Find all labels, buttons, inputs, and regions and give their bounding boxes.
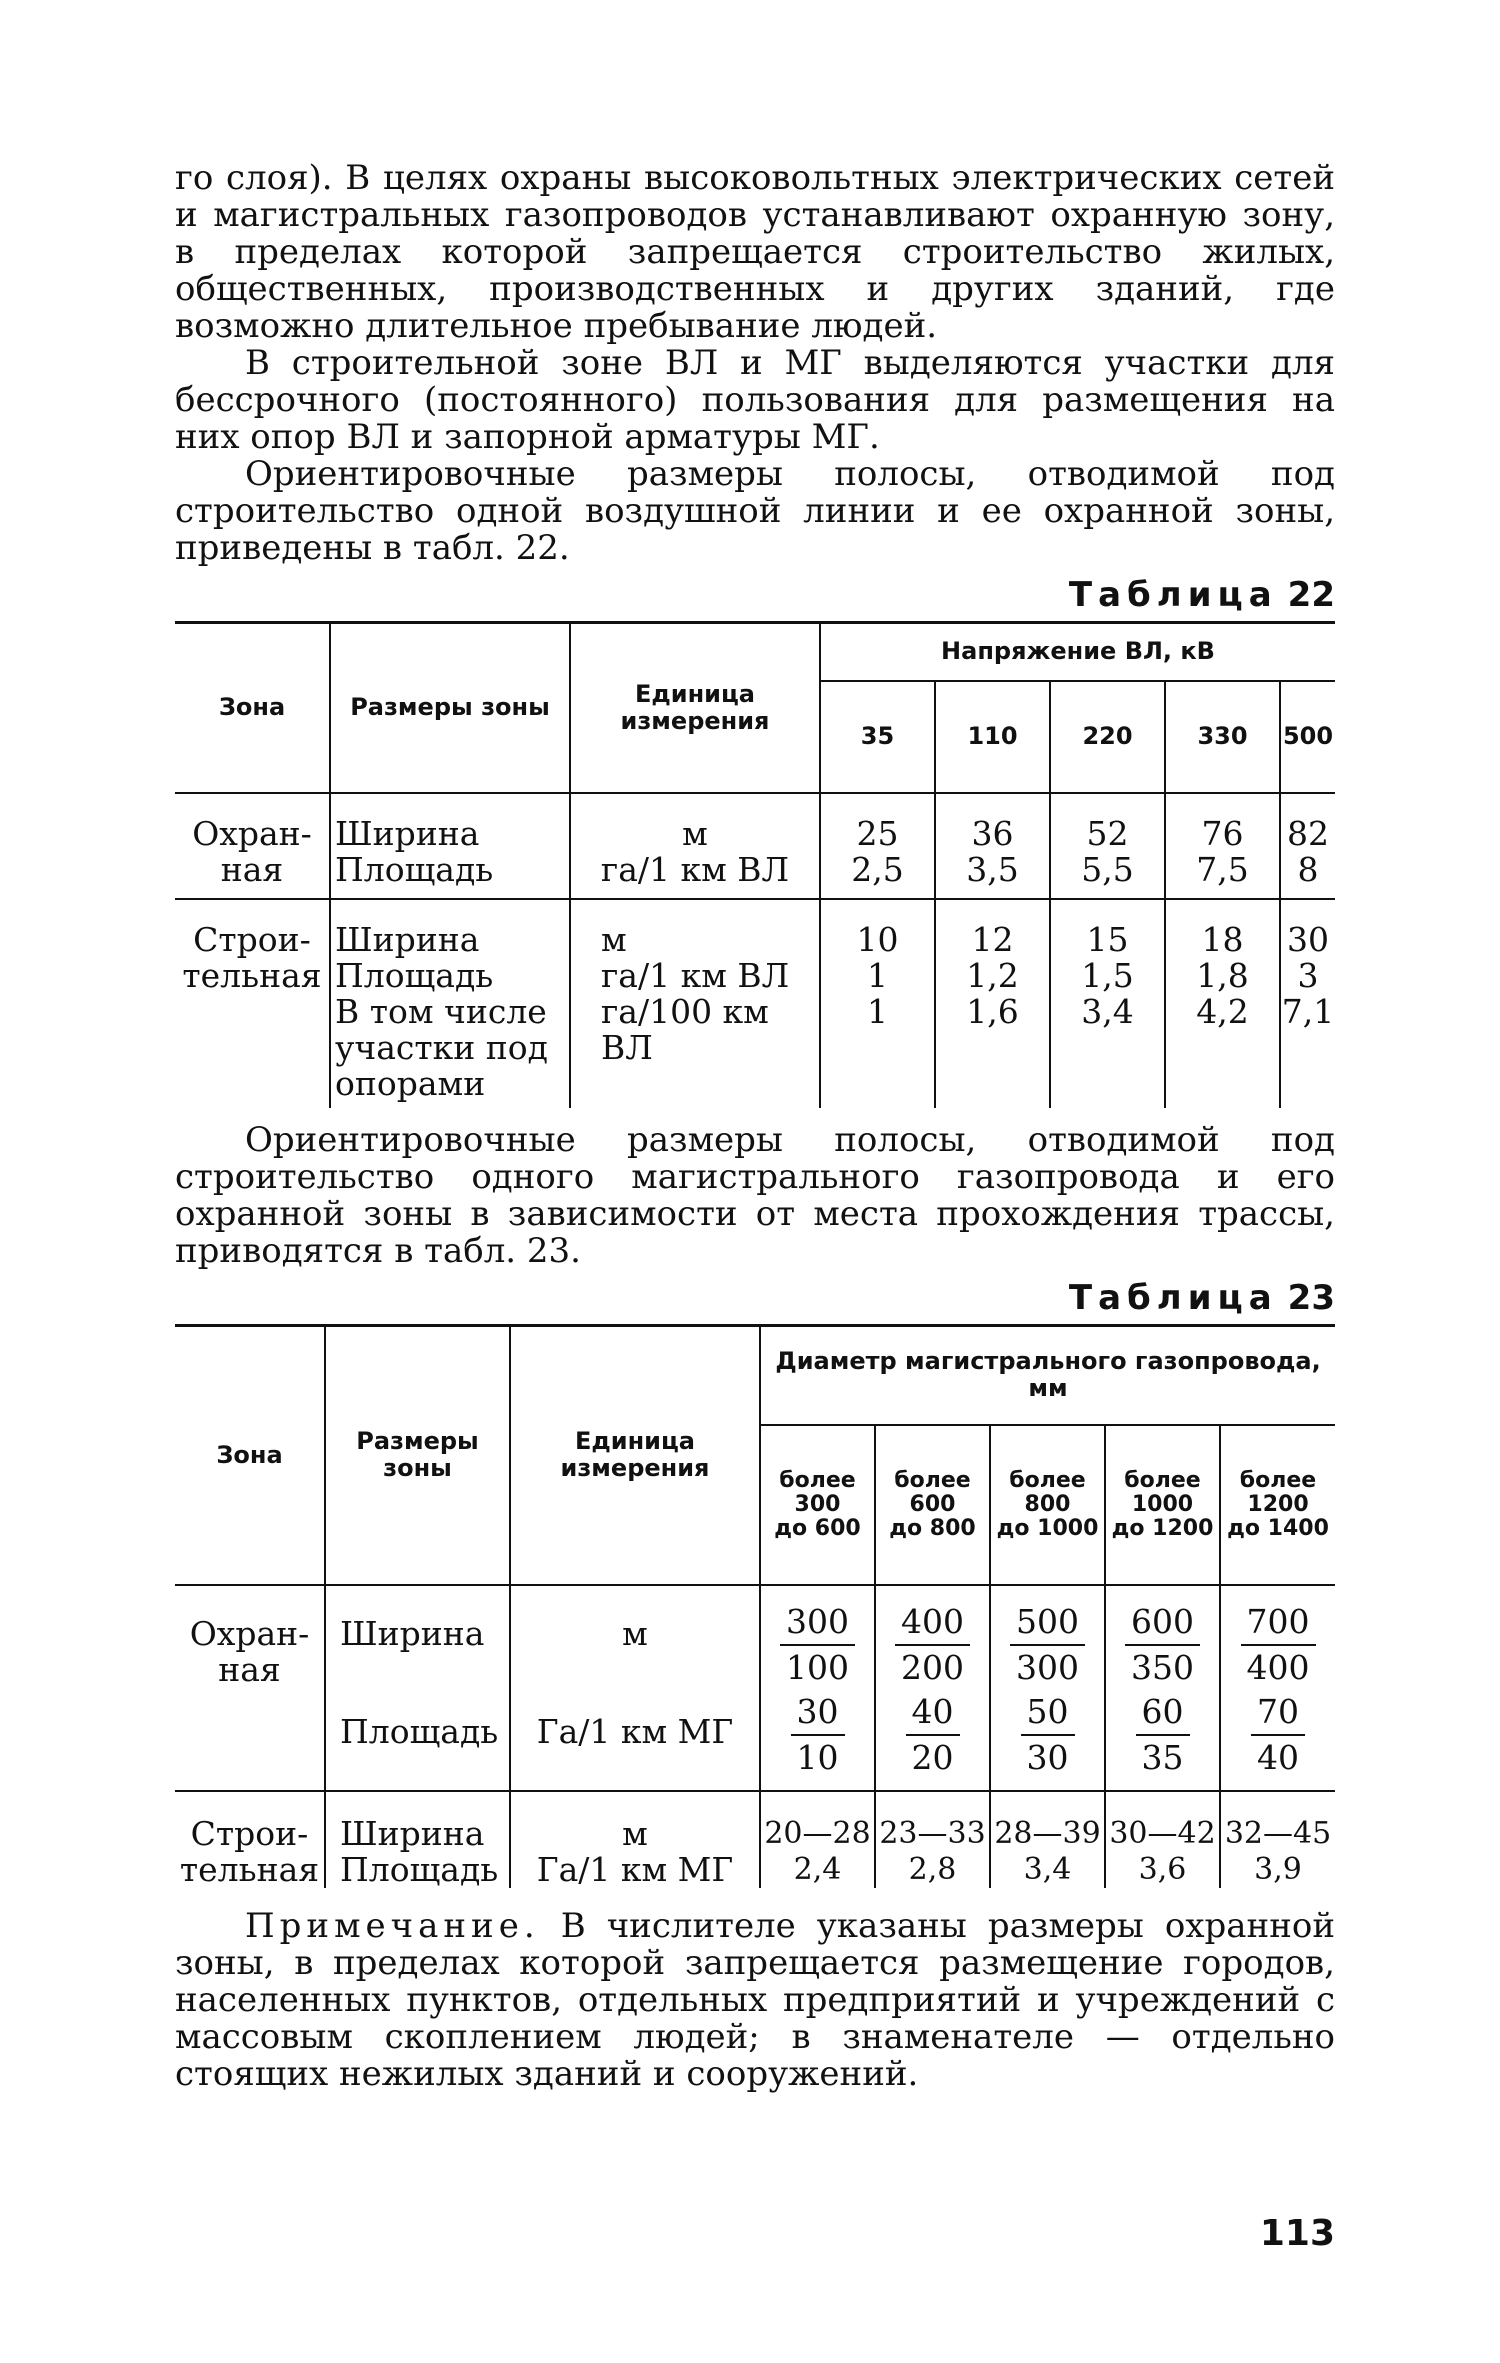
numerator: 400 [895,1600,970,1646]
table-22 [175,621,1335,1108]
t23-protect-width-unit: м [510,1585,760,1690]
numerator: 700 [1241,1600,1316,1646]
numerator: 30 [791,1690,845,1736]
t22-r2-v35: 10 1 1 [820,899,935,1108]
t23-b-2: 28—39 3,4 [990,1791,1105,1888]
table-22-caption-num: 22 [1287,575,1335,615]
numerator: 300 [780,1600,855,1646]
t22-r2-v330: 18 1,8 4,2 [1165,899,1280,1108]
t22-r2-v110: 12 1,2 1,6 [935,899,1050,1108]
t23-protect-area-unit: Га/1 км МГ [510,1690,760,1791]
numerator: 500 [1010,1600,1085,1646]
fraction [895,1600,970,1690]
t23-pa-0 [760,1690,875,1791]
t23-protect-zone: Охран- ная [189,1614,310,1689]
t22-r1-v330: 76 7,5 [1165,793,1280,899]
t23-pa-4 [1220,1690,1335,1791]
fraction [1136,1690,1190,1780]
fraction [1010,1600,1085,1690]
t23-pa-2 [990,1690,1105,1791]
t22-header-group: Напряжение ВЛ, кВ [820,623,1335,681]
paragraph-4: Ориентировочные размеры полосы, отводимой под строительство одного магистрального газопровода и его охранной зоны в зависимости от места прохождения трассы, приводятся в табл. 23. [175,1119,1335,1271]
t23-pa-1 [875,1690,990,1791]
t22-r2-v500: 30 3 7,1 [1280,899,1335,1108]
denominator: 200 [901,1648,964,1687]
t22-r1-zone: Охран- ная [192,813,312,889]
t23-pa-3 [1105,1690,1220,1791]
fraction [791,1690,845,1780]
denominator: 300 [1016,1648,1079,1687]
t23-col-1200-1400: более 1200 до 1400 [1220,1425,1335,1585]
t23-col-600-800: более 600 до 800 [875,1425,990,1585]
page-content [175,160,1335,2093]
t22-r1-units: м га/1 км ВЛ [570,793,820,899]
t22-col-35: 35 [820,681,935,793]
numerator: 50 [1021,1690,1075,1736]
paragraph-3: Ориентировочные размеры полосы, отводимой под строительство одной воздушной линии и ее охранной зоны, приведены в табл. 22. [175,454,1335,568]
t22-header-unit: Единица измерения [570,623,820,793]
t22-col-500: 500 [1280,681,1335,793]
t23-header-zone: Зона [216,1440,283,1469]
t22-r2-sizes: Ширина Площадь В том числе участки под опорами [330,899,570,1108]
t22-col-220: 220 [1050,681,1165,793]
table-23 [175,1324,1335,1889]
t23-protect-width-label: Ширина [325,1585,510,1690]
fraction [1125,1600,1200,1690]
fraction [1241,1600,1316,1690]
t22-r1-v110: 36 3,5 [935,793,1050,899]
numerator: 40 [906,1690,960,1736]
t23-pw-4 [1220,1585,1335,1690]
t22-header-size: Размеры зоны [330,623,570,793]
t23-b-3: 30—42 3,6 [1105,1791,1220,1888]
t23-b-4: 32—45 3,9 [1220,1791,1335,1888]
denominator: 30 [1026,1738,1069,1777]
t23-header-unit: Единица измерения [510,1325,760,1585]
t23-col-300-600: более 300 до 600 [760,1425,875,1585]
t22-col-110: 110 [935,681,1050,793]
page-number: 113 [1259,2213,1335,2254]
table-23-caption-word: Таблица [1068,1277,1278,1318]
denominator: 35 [1141,1738,1184,1777]
denominator: 20 [911,1738,954,1777]
denominator: 10 [796,1738,839,1777]
t23-col-1000-1200: более 1000 до 1200 [1105,1425,1220,1585]
table-22-caption [175,575,1335,615]
t23-pw-2 [990,1585,1105,1690]
t23-build-units: м Га/1 км МГ [510,1791,760,1888]
table-22-caption-word: Таблица [1068,575,1278,615]
t23-build-zone: Строи- тельная [179,1814,320,1889]
denominator: 100 [786,1648,849,1687]
t22-r1-v500: 82 8 [1280,793,1335,899]
t23-b-0: 20—28 2,4 [760,1791,875,1888]
denominator: 350 [1131,1648,1194,1687]
paragraph-1: го слоя). В целях охраны высоковольтных электрических сетей и магистральных газопроводов устанавливают охранную зону, в пределах которой запрещается строительство жилых, общественных, производственных и других зданий, где возможно длительное пребывание людей. [175,158,1335,346]
t23-protect-area-label: Площадь [325,1690,510,1791]
fraction [906,1690,960,1780]
t22-header-zone: Зона [218,693,286,722]
t22-r1-sizes: Ширина Площадь [330,793,570,899]
table-23-caption [175,1278,1335,1318]
t23-header-group: Диаметр магистрального газопровода, мм [760,1325,1335,1425]
t22-r2-v220: 15 1,5 3,4 [1050,899,1165,1108]
denominator: 400 [1246,1648,1310,1687]
t22-r1-v220: 52 5,5 [1050,793,1165,899]
t23-pw-1 [875,1585,990,1690]
t23-b-1: 23—33 2,8 [875,1791,990,1888]
denominator: 40 [1257,1738,1300,1777]
t22-r2-zone: Строи- тельная [182,919,322,995]
table-23-caption-num: 23 [1287,1277,1335,1318]
fraction [1251,1690,1305,1780]
t23-pw-0 [760,1585,875,1690]
numerator: 60 [1136,1690,1190,1736]
t22-r2-units: м га/1 км ВЛ га/100 км ВЛ [570,899,820,1108]
table-note [175,1908,1335,2093]
paragraph-2: В строительной зоне ВЛ и МГ выделяются участки для бессрочного (постоянного) пользования для размещения на них опор ВЛ и запорной арматуры МГ. [175,343,1335,457]
t22-col-330: 330 [1165,681,1280,793]
note-label: Примечание. [245,1906,540,1946]
note-text: В числителе указаны размеры охранной зоны, в пределах которой запрещается размещение городов, населенных пунктов, отдельных предприятий и учреждений с массовым скоплением людей; в знаменателе — отдельно стоящих нежилых зданий и сооружений. [175,1906,1335,2094]
fraction [780,1600,855,1690]
t23-header-size: Размеры зоны [325,1325,510,1585]
fraction [1021,1690,1075,1780]
numerator: 600 [1125,1600,1200,1646]
t23-build-sizes: Ширина Площадь [325,1791,510,1888]
numerator: 70 [1251,1690,1305,1736]
t23-col-800-1000: более 800 до 1000 [990,1425,1105,1585]
t22-r1-v35: 25 2,5 [820,793,935,899]
t23-pw-3 [1105,1585,1220,1690]
